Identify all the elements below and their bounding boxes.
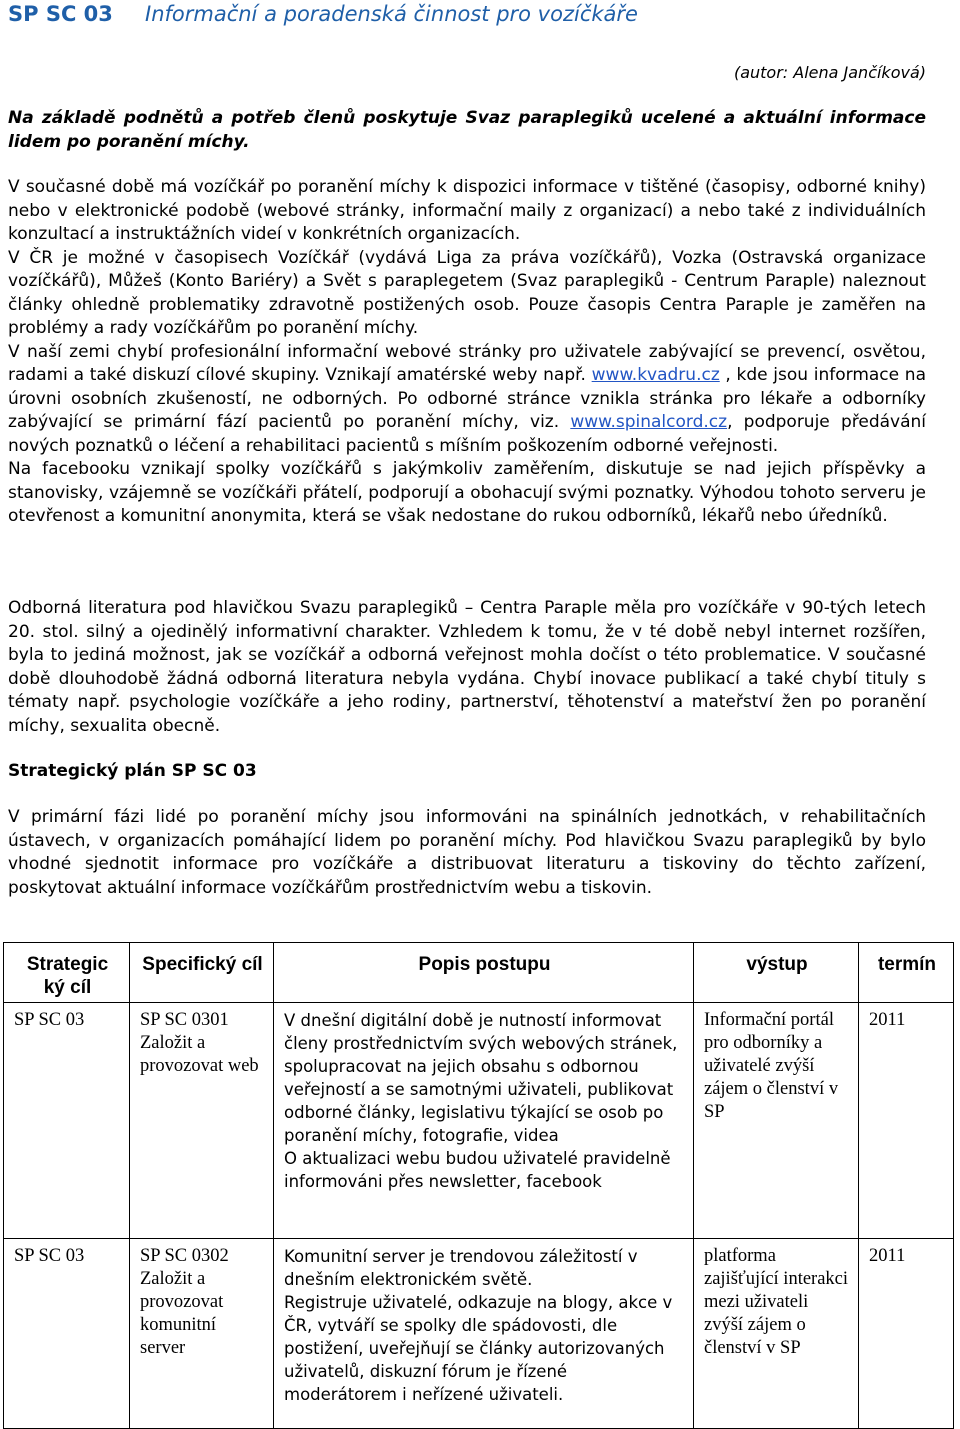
specific-code: SP SC 0302	[140, 1246, 229, 1266]
intro-paragraph: Na základě podnětů a potřeb členů poskytuje Svaz paraplegiků ucelené a aktuální informace lidem po poranění míchy.	[8, 108, 926, 152]
cell-specific	[130, 1239, 274, 1429]
paragraph-literature: Odborná literatura pod hlavičkou Svazu paraplegiků – Centra Paraple měla pro vozíčkáře v 90-tých letech 20. stol. silný a ojedinělý informativní charakter. Vzhledem k tomu, že v té době nebyl internet rozšířen, byla to jediná možnost, jak se vozíčkář a odborná veřejnost mohla dočíst o této problematice. V současné době dlouhodobě žádná odborná literatura nebyla vydána. Chybí inovace publikací a také chybí tituly s tématy např. psychologie vozíčkáře a jeho rodiny, partnerství, těhotenství a mateřství žen po poranění míchy, sexualita obecně.	[8, 598, 926, 736]
cell-description	[274, 1239, 694, 1429]
header-output: výstup	[694, 943, 859, 1003]
header-specific-goal: Specifický cíl	[130, 943, 274, 1003]
description-text: V dnešní digitální době je nutností informovat členy prostřednictvím svých webových stránek, spolupracovat na jejich obsahu s odbornou veřejností a se samotnými uživateli, publikovat odborné články, legislativu týkající se osob po poranění míchy, fotografie, videa	[284, 1011, 678, 1145]
section-title: Informační a poradenská činnost pro vozíčkáře	[145, 2, 638, 26]
description-text-2: Registruje uživatelé, odkazuje na blogy, akce v ČR, vytváří se spolky dle spádovosti, dle postižení, uveřejňují se články autorizovaných uživatelů, diskuzní fórum je řízené moderátorem i neřízené uživateli.	[284, 1293, 673, 1404]
cell-strategic: SP SC 03	[4, 1003, 130, 1239]
body-section-1	[8, 176, 926, 529]
cell-output: platforma zajišťující interakci mezi uživateli zvýší zájem o členství v SP	[694, 1239, 859, 1429]
strategic-plan-table	[3, 942, 954, 1429]
author-note: (autor: Alena Jančíková)	[733, 63, 926, 82]
paragraph-facebook: Na facebooku vznikají spolky vozíčkářů s jakýmkoliv zaměřením, diskutuje se nad jejich příspěvky a stanovisky, vzájemně se vozíčkáři přátelí, podporují a obohacují svými poznatky. Výhodou tohoto serveru je otevřenost a komunitní anonymita, která se však nedostane do rukou odborníků, lékařů nebo úředníků.	[8, 459, 926, 526]
kvadru-link[interactable]: www.kvadru.cz	[591, 365, 720, 385]
cell-output: Informační portál pro odborníky a uživatelé zvýší zájem o členství v SP	[694, 1003, 859, 1239]
specific-text: Založit a provozovat web	[140, 1033, 259, 1076]
description-text: Komunitní server je trendovou záležitostí v dnešním elektronickém světě.	[284, 1247, 638, 1289]
websites-text-a: V naší zemi chybí profesionální informační webové stránky pro uživatele zabývající se prevencí, osvětou, radami a také diskuzí cílové skupiny. Vznikají amatérské weby např.	[8, 341, 926, 385]
websites-text-c: , podporuje předávání nových poznatků o léčení a rehabilitaci pacientů s míšním poškozením odborné veřejnosti.	[8, 412, 926, 456]
strategic-plan-heading: Strategický plán SP SC 03	[8, 761, 257, 781]
header-procedure: Popis postupu	[274, 943, 694, 1003]
strategic-plan-text	[8, 806, 926, 900]
header-term: termín	[859, 943, 954, 1003]
table-header-row	[4, 943, 954, 1003]
section-code: SP SC 03	[8, 2, 113, 26]
header-strategic-goal: Strategic ký cíl	[4, 943, 130, 1003]
cell-specific	[130, 1003, 274, 1239]
description-text-2: O aktualizaci webu budou uživatelé pravidelně informováni přes newsletter, facebook	[284, 1149, 671, 1191]
cell-term: 2011	[859, 1239, 954, 1429]
table-row	[4, 1003, 954, 1239]
cell-description	[274, 1003, 694, 1239]
cell-strategic: SP SC 03	[4, 1239, 130, 1429]
specific-code: SP SC 0301	[140, 1010, 229, 1030]
cell-term: 2011	[859, 1003, 954, 1239]
body-section-2	[8, 597, 926, 738]
paragraph-magazines: V ČR je možné v časopisech Vozíčkář (vydává Liga za práva vozíčkářů), Vozka (Ostravská organizace vozíčkářů), Můžeš (Konto Bariéry) a Svět s paraplegetem (Svaz paraplegiků - Centrum Paraple) naleznout články ohledně problematiky zdravotně postižených osob. Pouze časopis Centra Paraple je zaměřen na problémy a rady vozíčkářům po poranění míchy.	[8, 247, 926, 338]
paragraph-websites	[8, 341, 926, 459]
page-header	[8, 0, 638, 28]
websites-text-b: , kde jsou informace na úrovni osobních zkušeností, ne odborných. Po odborné stránce vznikla stránka pro lékaře a odborníky zabývající se primární fází pacientů po poranění míchy, viz.	[8, 365, 926, 432]
paragraph-current-info: V současné době má vozíčkář po poranění míchy k dispozici informace v tištěné (časopisy, odborné knihy) nebo v elektronické podobě (webové stránky, informační maily z organizací) a nebo také z individuálních konzultací a instruktážních videí v konkrétních organizacích.	[8, 177, 926, 244]
table-row	[4, 1239, 954, 1429]
strategic-paragraph: V primární fázi lidé po poranění míchy jsou informováni na spinálních jednotkách, v rehabilitačních ústavech, v organizacích pomáhající lidem po poranění míchy. Pod hlavičkou Svazu paraplegiků by bylo vhodné sjednotit informace pro vozíčkáře a distribuovat literaturu a tiskoviny do těchto zařízení, poskytovat aktuální informace vozíčkářům prostřednictvím webu a tiskovin.	[8, 807, 926, 898]
spinalcord-link[interactable]: www.spinalcord.cz	[570, 412, 728, 432]
specific-text: Založit a provozovat komunitní server	[140, 1269, 224, 1358]
